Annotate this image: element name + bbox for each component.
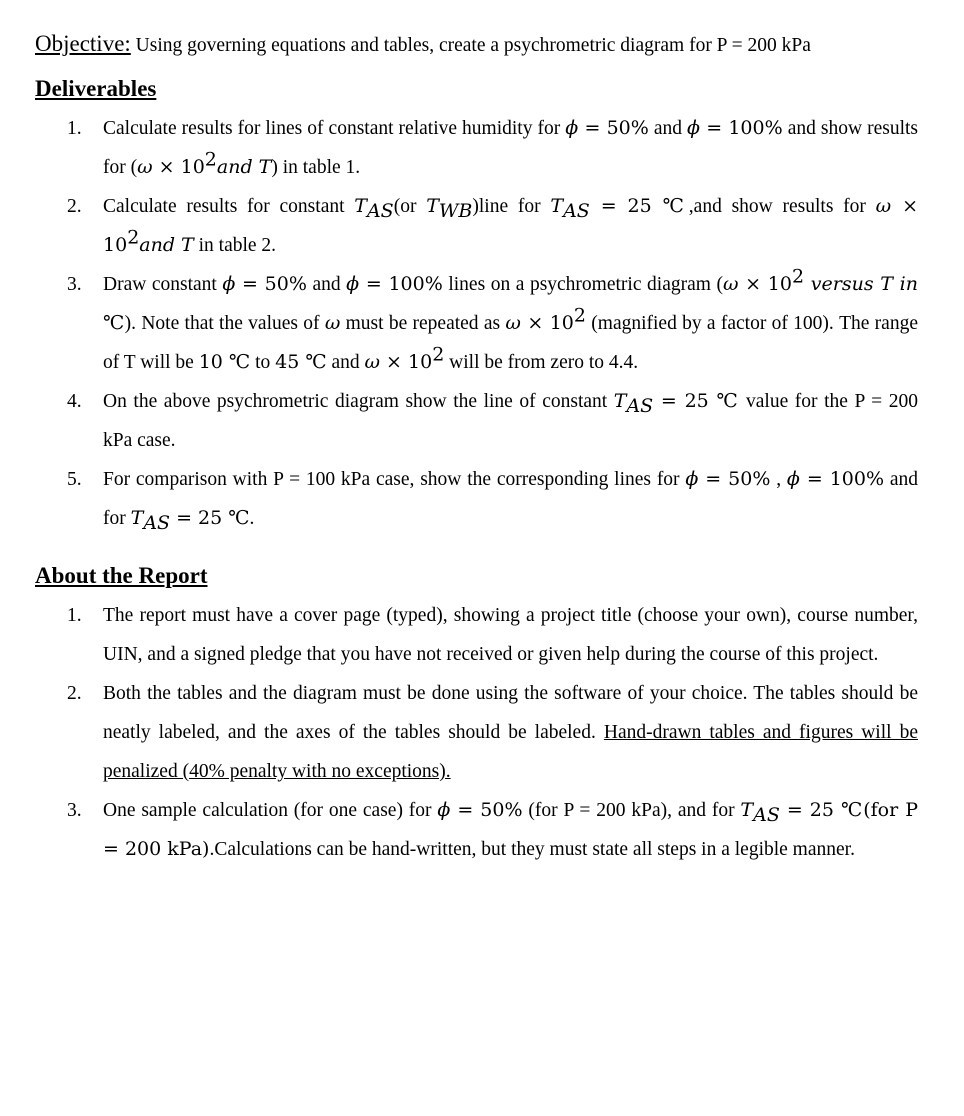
item-number: 4. [67, 391, 82, 412]
math-t: T [130, 507, 144, 529]
math-eq: = 50% [578, 117, 649, 139]
text-run: . [249, 508, 255, 529]
text-run: in table 2. [193, 235, 277, 256]
text-run: The report must have a cover page (typed), showing a project title (choose your own), course number, UIN, and a signed pledge that you have not received or given help during the course of this project. [103, 605, 918, 665]
objective-paragraph [35, 30, 918, 59]
math-sup: 2 [204, 148, 217, 171]
math-eq: = 25 ℃ [170, 507, 250, 529]
text-run: One sample calculation (for one case) for [103, 800, 438, 821]
text-run: , [770, 469, 787, 490]
text-run: ) in table 1. [271, 157, 361, 178]
math-sup: 2 [791, 265, 805, 288]
deliverable-item-5 [35, 460, 918, 538]
math-eq: = 50% [235, 273, 307, 295]
text-run: Calculate results for constant [103, 196, 355, 217]
math-phi: ϕ [786, 468, 800, 490]
math-sup: 2 [573, 304, 586, 327]
math-versus: versus T in [804, 273, 918, 295]
math-range: 45 ℃ [275, 351, 327, 373]
text-run: .Calculations can be hand-written, but they must state all steps in a legible manner. [209, 839, 855, 860]
math-sup: 2 [432, 343, 445, 366]
math-times: × 10 [152, 156, 205, 178]
deliverable-item-3 [35, 265, 918, 382]
text-run: For comparison with P = 100 kPa case, show the corresponding lines for [103, 469, 686, 490]
objective-label: Objective: [35, 31, 131, 56]
math-times: × 10 [103, 195, 918, 256]
text-run: On the above psychrometric diagram show the line of constant [103, 391, 614, 412]
text-run: and [648, 118, 688, 139]
math-phi: ϕ [687, 117, 700, 139]
item-number: 3. [67, 274, 82, 295]
text-run: lines on a psychrometric diagram ( [442, 274, 723, 295]
math-eq: = 25 ℃(for P = 200 kPa) [103, 799, 918, 860]
text-run: value for the P = 200 kPa case. [103, 391, 918, 451]
text-run: and [306, 274, 347, 295]
report-list [35, 596, 918, 869]
math-and-t: and T [216, 156, 272, 178]
math-sub: AS [626, 394, 654, 417]
math-t: T [740, 799, 754, 821]
math-sup: 2 [127, 226, 140, 249]
math-omega: ω [324, 312, 341, 334]
report-item-3 [35, 791, 918, 869]
text-run: ,and show results for [688, 196, 876, 217]
math-t: T [354, 195, 367, 217]
math-omega: ω [505, 312, 521, 334]
math-omega: ω [137, 156, 153, 178]
report-heading: About the Report [35, 563, 208, 588]
math-and-t: and T [139, 234, 194, 256]
deliverables-list [35, 109, 918, 538]
math-omega: ω [722, 273, 739, 295]
math-omega: ω [875, 195, 892, 217]
penalty-warning: Hand-drawn tables and figures will be penalized (40% penalty with no exceptions). [103, 722, 918, 782]
text-run: Draw constant [103, 274, 223, 295]
item-number: 2. [67, 196, 82, 217]
text-run: to [250, 352, 276, 373]
math-sub: AS [563, 199, 590, 222]
math-deg: ℃ [103, 312, 125, 334]
objective-text: Using governing equations and tables, create a psychrometric diagram for P = 200 kPa [130, 35, 811, 56]
text-run: (or [393, 196, 427, 217]
deliverables-heading: Deliverables [35, 76, 157, 101]
math-t: T [550, 195, 564, 217]
math-eq: = 50% [450, 799, 523, 821]
item-number: 1. [67, 605, 82, 626]
math-t: T [613, 390, 627, 412]
item-number: 1. [67, 118, 82, 139]
math-eq: = 100% [359, 273, 443, 295]
math-phi: ϕ [437, 799, 451, 821]
math-eq: = 25 ℃ [589, 195, 689, 217]
math-times: × 10 [380, 351, 433, 373]
text-run: (magnified by a factor of 100). The range of T will be [103, 313, 918, 373]
text-run: and show results for ( [103, 118, 919, 178]
deliverable-item-4 [35, 382, 918, 460]
text-run: must be repeated as [340, 313, 506, 334]
math-range: 10 ℃ [198, 351, 251, 373]
text-run: ). Note that the values of [124, 313, 325, 334]
text-run: and [326, 352, 365, 373]
report-item-1 [35, 596, 918, 674]
math-t: T [426, 195, 439, 217]
math-eq: = 100% [700, 117, 783, 139]
item-number: 2. [67, 683, 82, 704]
deliverable-item-1 [35, 109, 918, 187]
deliverable-item-2 [35, 187, 918, 265]
text-run: Calculate results for lines of constant relative humidity for [103, 118, 566, 139]
math-eq: = 50% [698, 468, 771, 490]
item-number: 5. [67, 469, 82, 490]
math-sub: AS [143, 511, 171, 534]
text-run: Both the tables and the diagram must be done using the software of your choice. The tables should be neatly labeled, and the axes of the tables should be labeled. [103, 683, 918, 743]
math-omega: ω [364, 351, 380, 373]
report-item-2 [35, 674, 918, 791]
math-phi: ϕ [565, 117, 579, 139]
math-phi: ϕ [346, 273, 360, 295]
math-phi: ϕ [685, 468, 699, 490]
text-run: )line for [472, 196, 551, 217]
math-sub: AS [753, 803, 780, 826]
math-times: × 10 [520, 312, 574, 334]
math-sub: WB [438, 199, 473, 222]
text-run: will be from zero to 4.4. [444, 352, 639, 373]
math-eq: = 100% [799, 468, 885, 490]
item-number: 3. [67, 800, 82, 821]
math-eq: = 25 ℃ [653, 390, 740, 412]
text-run: and for [103, 469, 918, 529]
math-sub: AS [366, 199, 394, 222]
math-phi: ϕ [222, 273, 236, 295]
text-run: (for P = 200 kPa), and for [522, 800, 741, 821]
math-times: × 10 [738, 273, 792, 295]
